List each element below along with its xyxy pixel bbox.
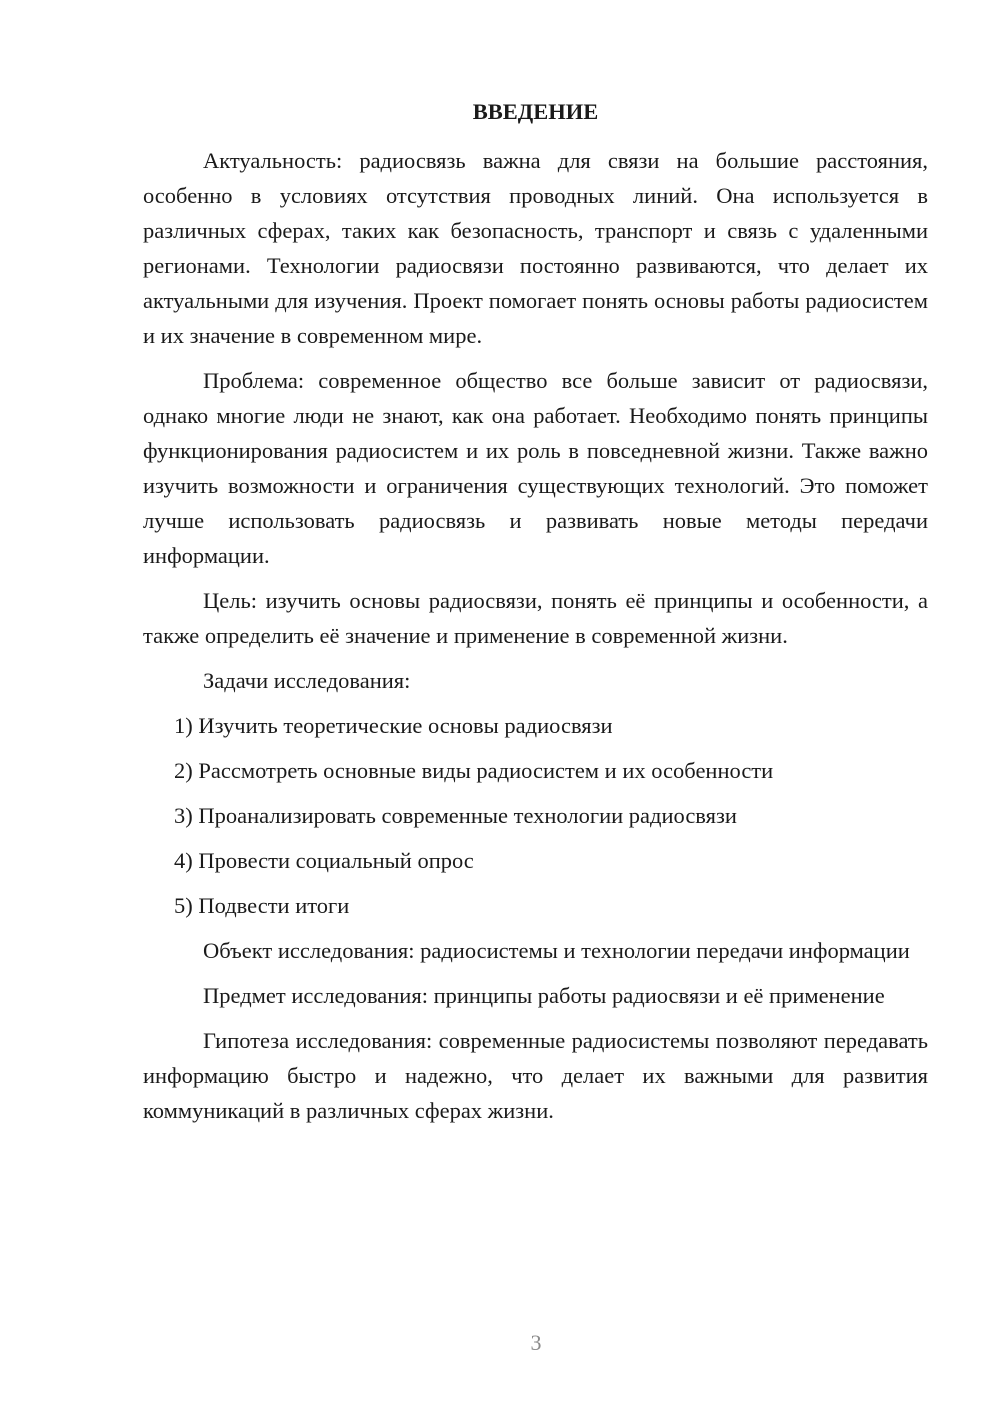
relevance-paragraph: Актуальность: радиосвязь важна для связи на большие расстояния, особенно в условиях отсутствия проводных линий. Она используется в различных сферах, таких как безопасность, транспорт и связь с удаленными регионами. Технологии радиосвязи постоянно развиваются, что делает их актуальными для изучения. Проект помогает понять основы работы радиосистем и их значение в современном мире. [143,148,928,348]
task-item: 3) Проанализировать современные технологии радиосвязи [174,803,737,828]
hypothesis-paragraph: Гипотеза исследования: современные радиосистемы позволяют передавать информацию быстро и надежно, что делает их важными для развития коммуникаций в различных сферах жизни. [143,1028,928,1123]
page-title: ВВЕДЕНИЕ [472,99,599,124]
tasks-heading: Задачи исследования: [203,668,411,693]
object-paragraph: Объект исследования: радиосистемы и технологии передачи информации [203,938,910,963]
page-content [143,94,928,1138]
page-number: 3 [530,1330,542,1355]
task-item: 4) Провести социальный опрос [174,848,474,873]
problem-paragraph: Проблема: современное общество все больше зависит от радиосвязи, однако многие люди не знают, как она работает. Необходимо понять принципы функционирования радиосистем и их роль в повседневной жизни. Также важно изучить возможности и ограничения существующих технологий. Это поможет лучше использовать радиосвязь и развивать новые методы передачи информации. [143,368,928,568]
task-item: 5) Подвести итоги [174,893,350,918]
subject-paragraph: Предмет исследования: принципы работы радиосвязи и её применение [203,983,885,1008]
task-item: 1) Изучить теоретические основы радиосвязи [174,713,613,738]
task-item: 2) Рассмотреть основные виды радиосистем и их особенности [174,758,774,783]
goal-paragraph: Цель: изучить основы радиосвязи, понять её принципы и особенности, а также определить её значение и применение в современной жизни. [143,588,928,648]
tasks-list [143,708,928,923]
